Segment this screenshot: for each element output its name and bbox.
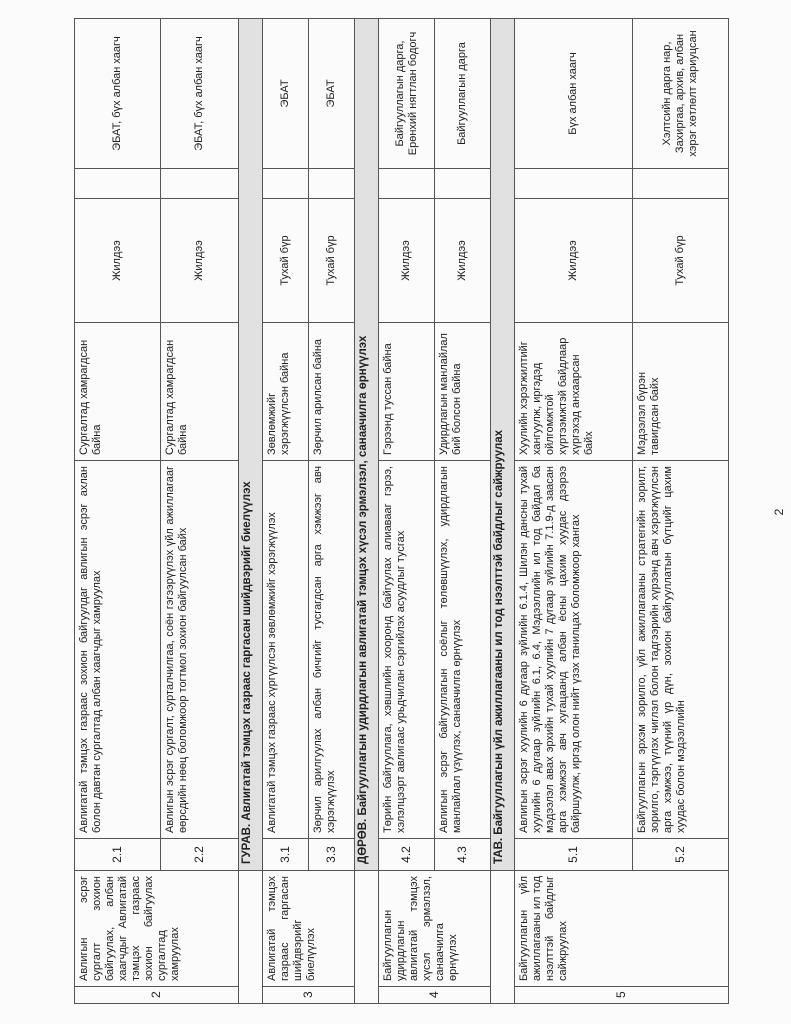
group-name: Авлигын эсрэг сургалт зохион байгуулах, албан хаагчдыг Авлигатай тэмцэх газраас зохион байгуулах сургалтад хамруулах [75,871,239,987]
table-row [263,19,309,1004]
responsible-text: ЭБАТ, бүх албан хаагч [161,19,239,169]
section-title: ДӨРӨВ. Байгууллагын удирдлагын авлигатай тэмцэх хүсэл эрмэлзэл, санаачилга өрнүүлэх [355,19,379,871]
page-number: 2 [772,508,786,516]
result-text: Гэрээнд туссан байна [379,323,435,461]
time-text: Жилдээ [161,199,239,323]
time-text: Тухай бүр [633,199,729,323]
section-row [355,19,379,1004]
result-text: Удирдлагын манлайлал бий болсон байна [435,323,491,461]
action-plan-table [74,18,729,1004]
row-number: 2.2 [161,839,239,871]
group-name: Байгууллагын удирдлагын авлигатай тэмцэх хүсэл эрмэлзэл, санаачилга өрнүүлэх [379,871,491,987]
responsible-text: Байгууллагын дарга, Ерөнхий нягтлан бодогч [379,19,435,169]
time-text: Жилдээ [379,199,435,323]
time-text: Тухай бүр [309,199,355,323]
task-text: Авлигын эсрэг хуулийн 6 дугаар зүйлийн 6.1.4, Шилэн дансны тухай хуулийн 6 дугаар зүйлийн 6.1, 6.4, Мэдээллийн ил тод байдал ба мэдээлэл авах эрхийн тухай хуулийн 7 дугаар зүйлийн 7.1.9-д заасан арга хэмжээг авч хугацаанд албан ёсны цахим хуудас дээрээ байршуулж, иргэд олон нийт үзэх танилцах боломжоор хангах [515,461,633,839]
time-text: Жилдээ [435,199,491,323]
group-number: 4 [379,987,491,1004]
result-text: Хуулийн хэрэгжилтийг хангуулж, иргэдэд ойлгомжтой хүртээмжтэй байдлаар хүргэхэд анхаарсан байх [515,323,633,461]
table-row [633,19,729,1004]
result-text: Мэдээлэл бүрэн тавигдсан байх [633,323,729,461]
row-number: 4.2 [379,839,435,871]
result-text: Сургалтад хамрагдсан байна [161,323,239,461]
result-text: Зөвлөмжийг хэрэгжүүлсэн байна [263,323,309,461]
responsible-text: ЭБАТ [309,19,355,169]
row-number: 5.2 [633,839,729,871]
task-text: Байгууллагын эрхэм зорилго, үйл ажиллагааны стратегийн зорилт, зорилго, тэргүүлэх чиглэл болон тадгээрийн хүрээнд авч хэрэгжүүлсэн арга хэмжээ, түүний үр дүн, зохион байгууллатын бүтцийг цахим хуудас болон мэдээллийн [633,461,729,839]
row-number: 4.3 [435,839,491,871]
responsible-text: Бүх албан хаагч [515,19,633,169]
time-text: Тухай бүр [263,199,309,323]
row-number: 3.1 [263,839,309,871]
responsible-text: Хэлтсийн дарга нар, Захиргаа, архив, албан хэрэг хөтлөлт хариуцсан [633,19,729,169]
section-title: ТАВ. Байгууллагын үйл ажиллагааны ил тод нээлттэй байдлыг сайжруулах [491,19,515,871]
task-text: Зөрчил арилгуулах албан бичгийг тусгагдсан арга хэмжээг авч хэрэгжүүлэх [309,461,355,839]
responsible-text: ЭБАТ, бүх албан хаагч [75,19,161,169]
result-text: Сургалтад хамрагдсан байна [75,323,161,461]
time-text: Жилдээ [75,199,161,323]
group-number: 3 [263,987,355,1004]
table-row [515,19,633,1004]
task-text: Төрийн байгууллага, хэвшлийн хооронд байгуулах алиавааг гэрээ, хэлэлцээрт авлигаас урьдчилан сэргийлэх асуудлыг тусгах [379,461,435,839]
section-row [491,19,515,1004]
section-row [239,19,263,1004]
task-text: Авлигын эсрэг сургалт, сурталчилгаа, соён гэгээрүүлэх үйл ажиллагааг өөрсдийн нөөц боломжоор тогтмол зохион байгуулсан байх [161,461,239,839]
result-text: Зөрчил арилсан байна [309,323,355,461]
task-text: Авлигатай тэмцэх газраас зохион байгуулдаг авлигын эсрэг ахлан болон давтан сургалтад албан хаагчдыг хамруулах [75,461,161,839]
table-row [75,19,161,1004]
table-row [161,19,239,1004]
row-number: 2.1 [75,839,161,871]
row-number: 3.3 [309,839,355,871]
table-row [309,19,355,1004]
section-title: ГУРАВ. Авлигатай тэмцэх газраас гаргасан шийдвэрийг биелүүлэх [239,19,263,871]
responsible-text: ЭБАТ [263,19,309,169]
row-number: 5.1 [515,839,633,871]
table-row [435,19,491,1004]
table-row [379,19,435,1004]
responsible-text: Байгууллагын дарга [435,19,491,169]
time-text: Жилдээ [515,199,633,323]
group-name: Авлигатай тэмцэх газраас гаргасан шийдвэрийг биелүүлэх [263,871,355,987]
task-text: Авлигатай тэмцэх газраас хүргүүлсэн зөвлөмжийг хэрэгжүүлэх [263,461,309,839]
group-number: 2 [75,987,239,1004]
task-text: Авлигын эсрэг байгууллагын соёлыг төлөвшүүлэх, удирдлагын манлайлал үзүүлэх, санаачилга өрнүүлэх [435,461,491,839]
group-number: 5 [515,987,729,1004]
group-name: Байгууллагын үйл ажиллагааны ил тод нээлттэй байдлыг сайжруулах [515,871,729,987]
